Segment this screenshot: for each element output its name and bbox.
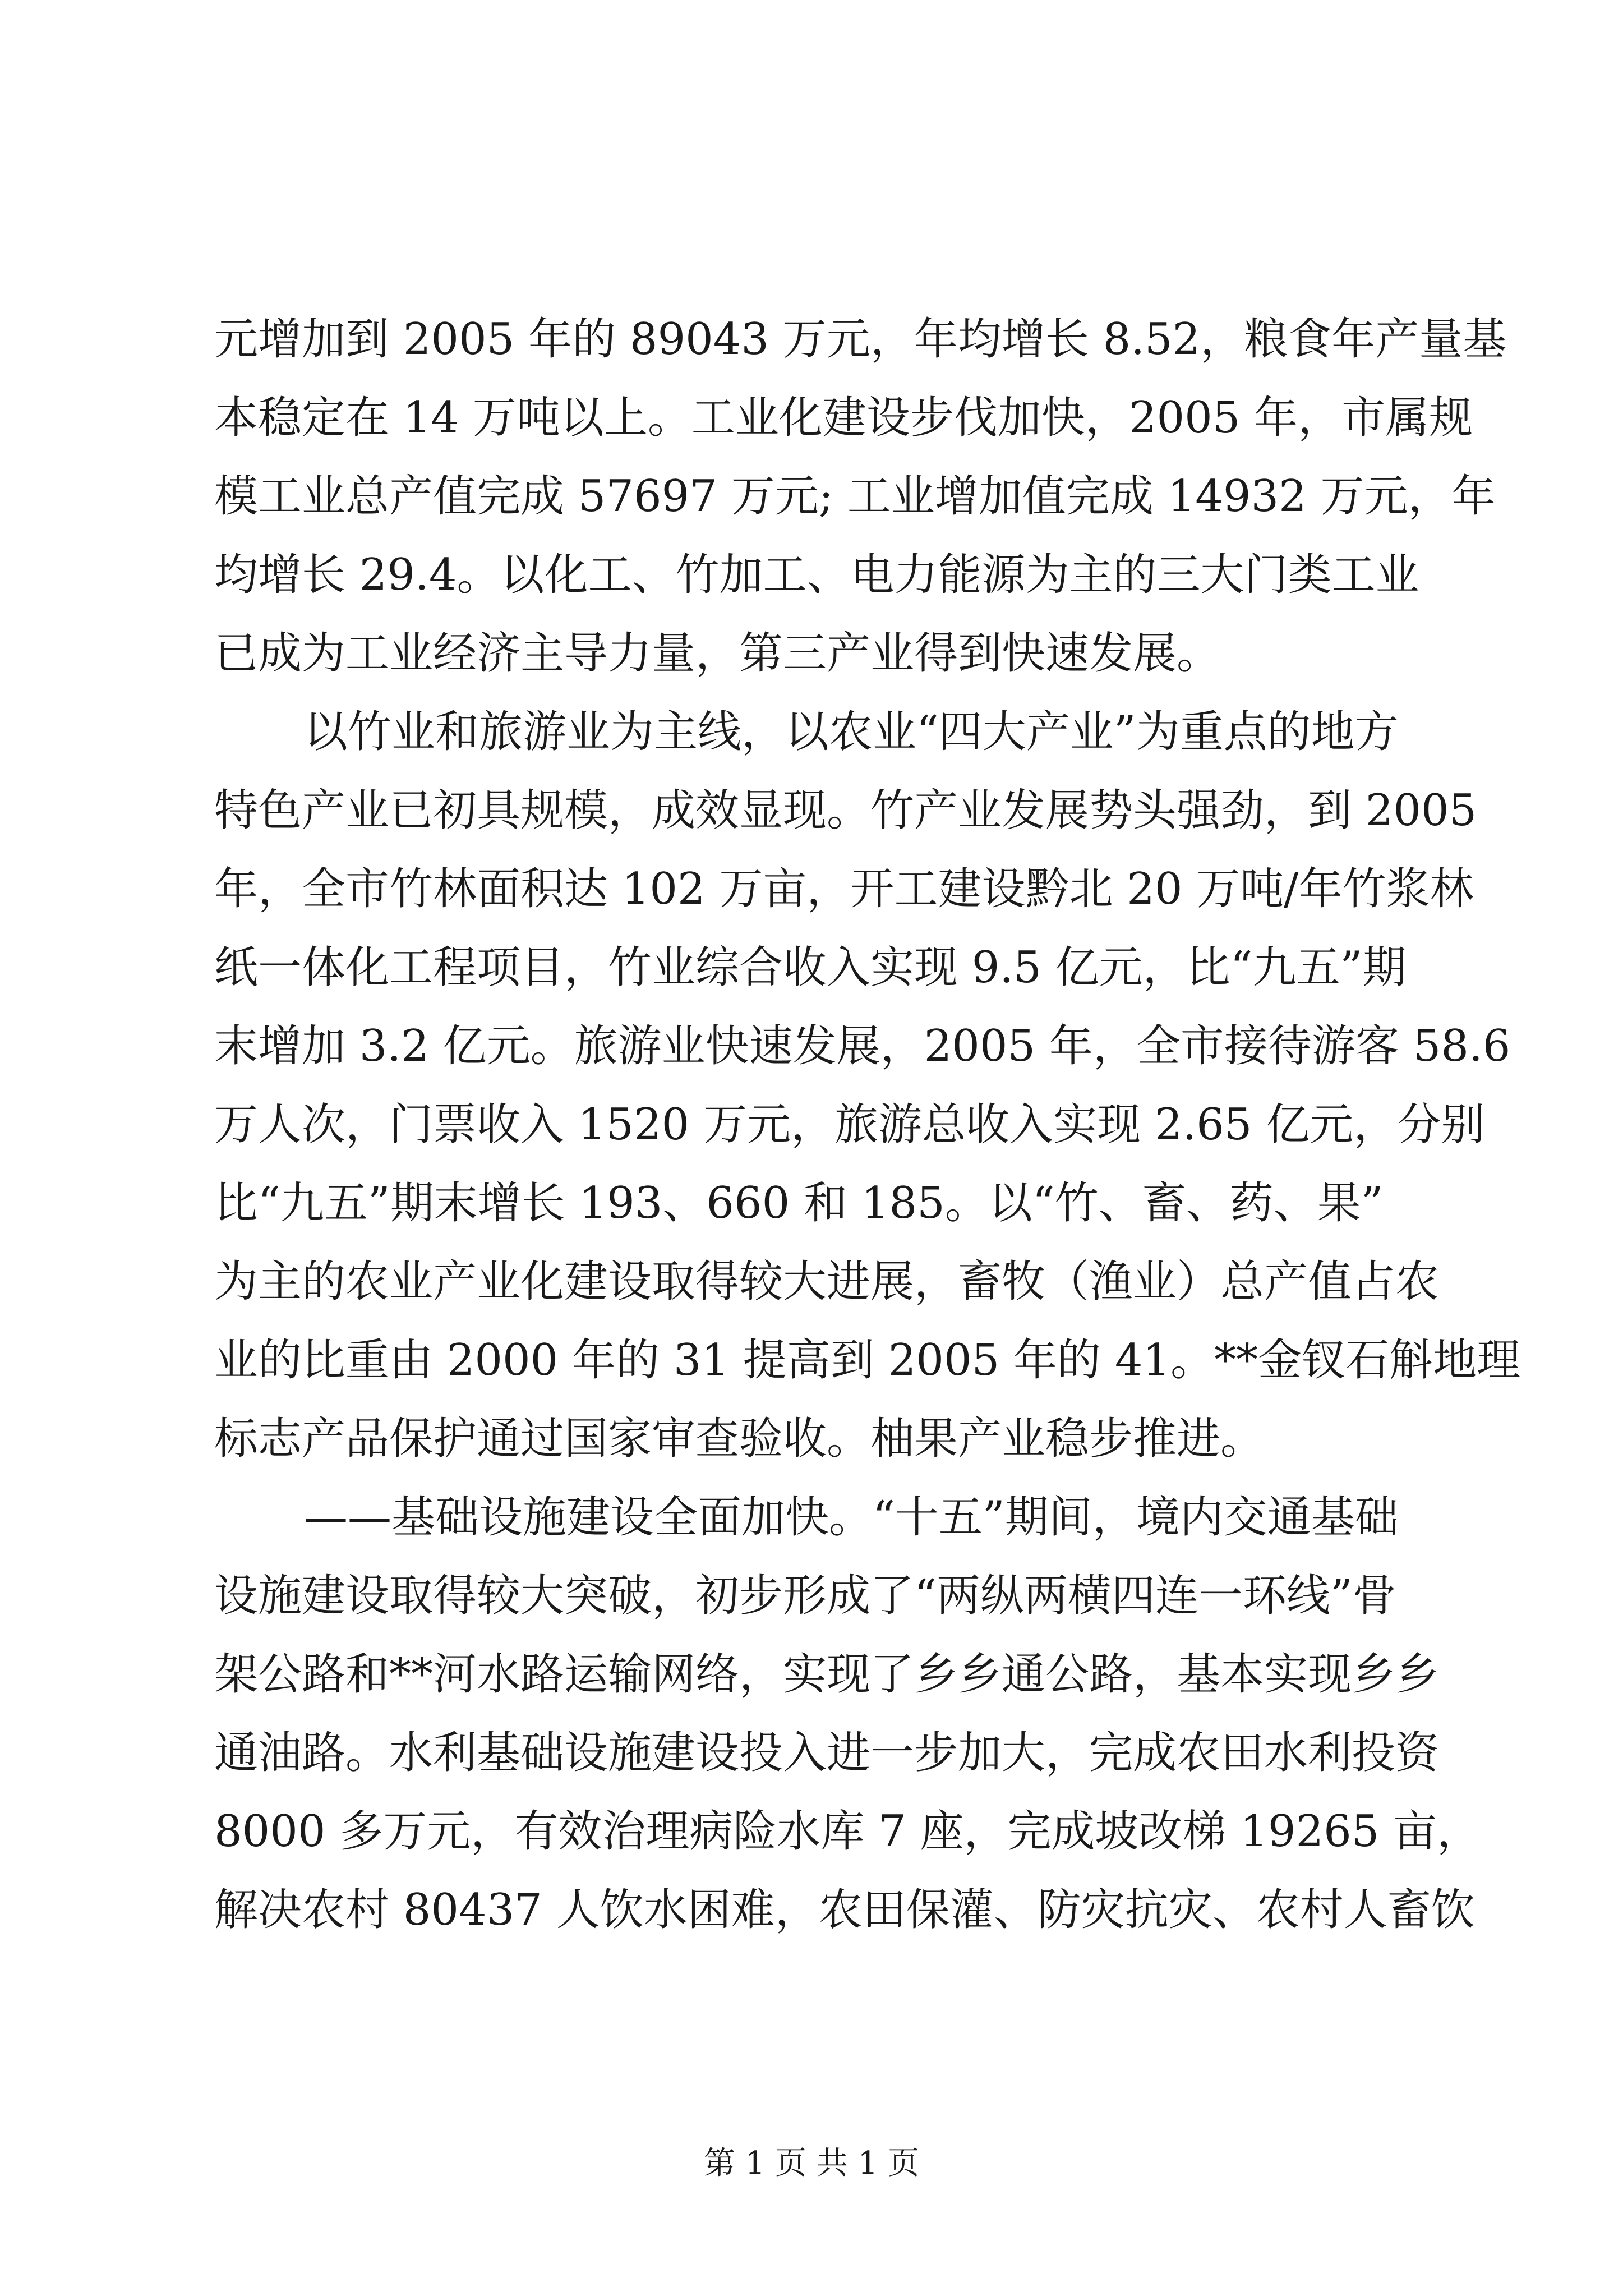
text-line: 架公路和**河水路运输网络，实现了乡乡通公路，基本实现乡乡: [214, 1649, 1440, 1700]
text-line: 模工业总产值完成 57697 万元; 工业增加值完成 14932 万元，年: [214, 471, 1496, 522]
body-text: [214, 300, 1521, 1949]
paragraph-first-line: ——基础设施建设全面加快。“十五”期间，境内交通基础: [304, 1492, 1399, 1543]
text-line: 纸一体化工程项目，竹业综合收入实现 9.5 亿元，比“九五”期: [214, 942, 1407, 993]
text-line: 末增加 3.2 亿元。旅游业快速发展，2005 年，全市接待游客 58.6: [214, 1021, 1511, 1071]
text-line: 设施建设取得较大突破，初步形成了“两纵两横四连一环线”骨: [214, 1571, 1396, 1621]
text-line: 已成为工业经济主导力量，第三产业得到快速发展。: [214, 628, 1221, 679]
text-line: 特色产业已初具规模，成效显现。竹产业发展势头强劲，到 2005: [214, 785, 1477, 836]
text-line: 标志产品保护通过国家审查验收。柚果产业稳步推进。: [214, 1414, 1265, 1464]
text-line: 均增长 29.4。以化工、竹加工、电力能源为主的三大门类工业: [214, 550, 1419, 600]
page-number-label: 第 1 页 共 1 页: [703, 2145, 920, 2182]
paragraph-first-line: 以竹业和旅游业为主线，以农业“四大产业”为重点的地方: [304, 707, 1399, 757]
text-line: 为主的农业产业化建设取得较大进展，畜牧（渔业）总产值占农: [214, 1257, 1440, 1307]
text-line: 业的比重由 2000 年的 31 提高到 2005 年的 41。**金钗石斛地理: [214, 1335, 1521, 1386]
text-line: 本稳定在 14 万吨以上。工业化建设步伐加快，2005 年，市属规: [214, 393, 1473, 443]
text-line: 通油路。水利基础设施建设投入进一步加大，完成农田水利投资: [214, 1728, 1440, 1778]
text-line: 8000 多万元，有效治理病险水库 7 座，完成坡改梯 19265 亩，: [214, 1806, 1481, 1857]
text-line: 比“九五”期末增长 193、660 和 185。以“竹、畜、药、果”: [214, 1178, 1384, 1228]
text-line: 万人次，门票收入 1520 万元，旅游总收入实现 2.65 亿元，分别: [214, 1099, 1485, 1150]
text-line: 年，全市竹林面积达 102 万亩，开工建设黔北 20 万吨/年竹浆林: [214, 864, 1474, 914]
page-footer: [0, 2144, 1623, 2183]
text-line: 元增加到 2005 年的 89043 万元，年均增长 8.52，粮食年产量基: [214, 314, 1507, 365]
text-line: 解决农村 80437 人饮水困难，农田保灌、防灾抗灾、农村人畜饮: [214, 1885, 1475, 1935]
